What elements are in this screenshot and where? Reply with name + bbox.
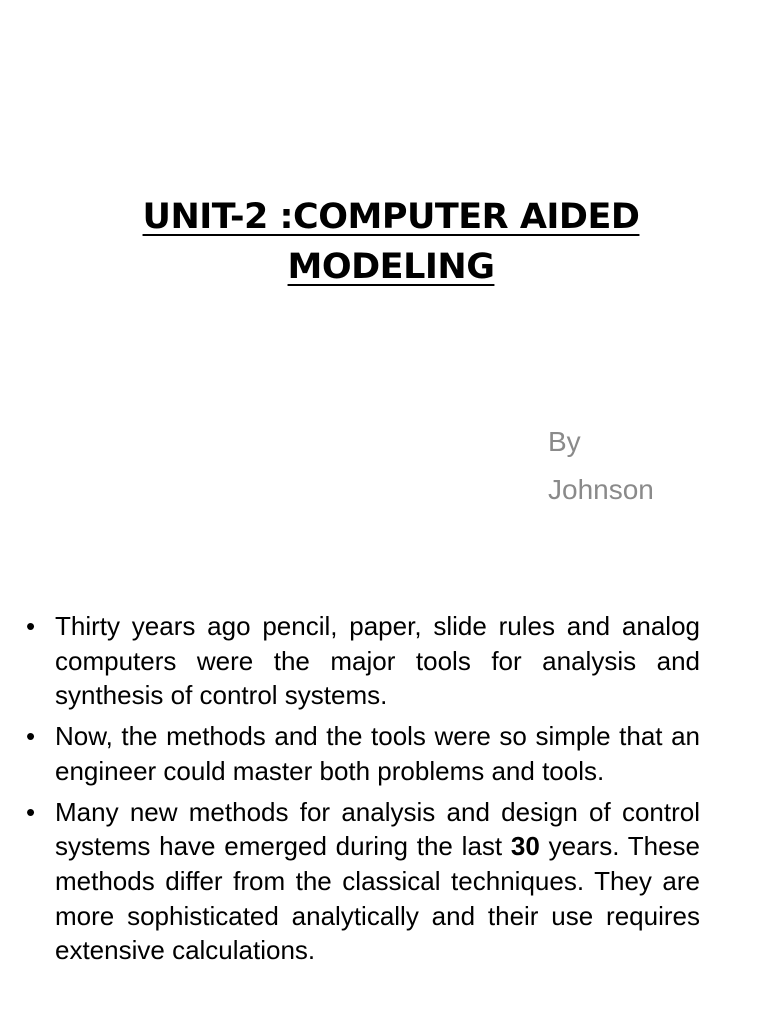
bullet-dot-icon: • bbox=[26, 611, 36, 641]
bullet-text-bold: 30 bbox=[510, 831, 540, 862]
slide-title-line-2: MODELING bbox=[287, 247, 495, 287]
bullet-item bbox=[26, 719, 700, 788]
byline-by: By bbox=[548, 426, 581, 457]
bullet-dot-icon: • bbox=[26, 721, 36, 752]
bullet-dot-icon: • bbox=[26, 796, 36, 827]
bullet-list bbox=[26, 609, 700, 974]
author-byline bbox=[548, 418, 654, 514]
bullet-item bbox=[26, 795, 700, 969]
bullet-text bbox=[55, 797, 700, 966]
slide-title bbox=[0, 192, 768, 292]
bullet-text: Thirty years ago pencil, paper, slide rules and analog computers were the major tools for analysis and synthesis of control systems. bbox=[55, 611, 700, 711]
byline-author: Johnson bbox=[548, 474, 654, 505]
slide-title-line-1: UNIT-2 :COMPUTER AIDED bbox=[142, 197, 640, 237]
bullet-text-part: Many new methods for analysis and design of control systems have emerged during the last bbox=[55, 796, 700, 862]
bullet-item bbox=[26, 609, 700, 713]
bullet-text: Now, the methods and the tools were so simple that an engineer could master both problems and tools. bbox=[55, 721, 700, 786]
bullet-text-part: years. These methods differ from the classical techniques. They are more sophisticated analytically and their use requires extensive calculations. bbox=[55, 831, 701, 966]
